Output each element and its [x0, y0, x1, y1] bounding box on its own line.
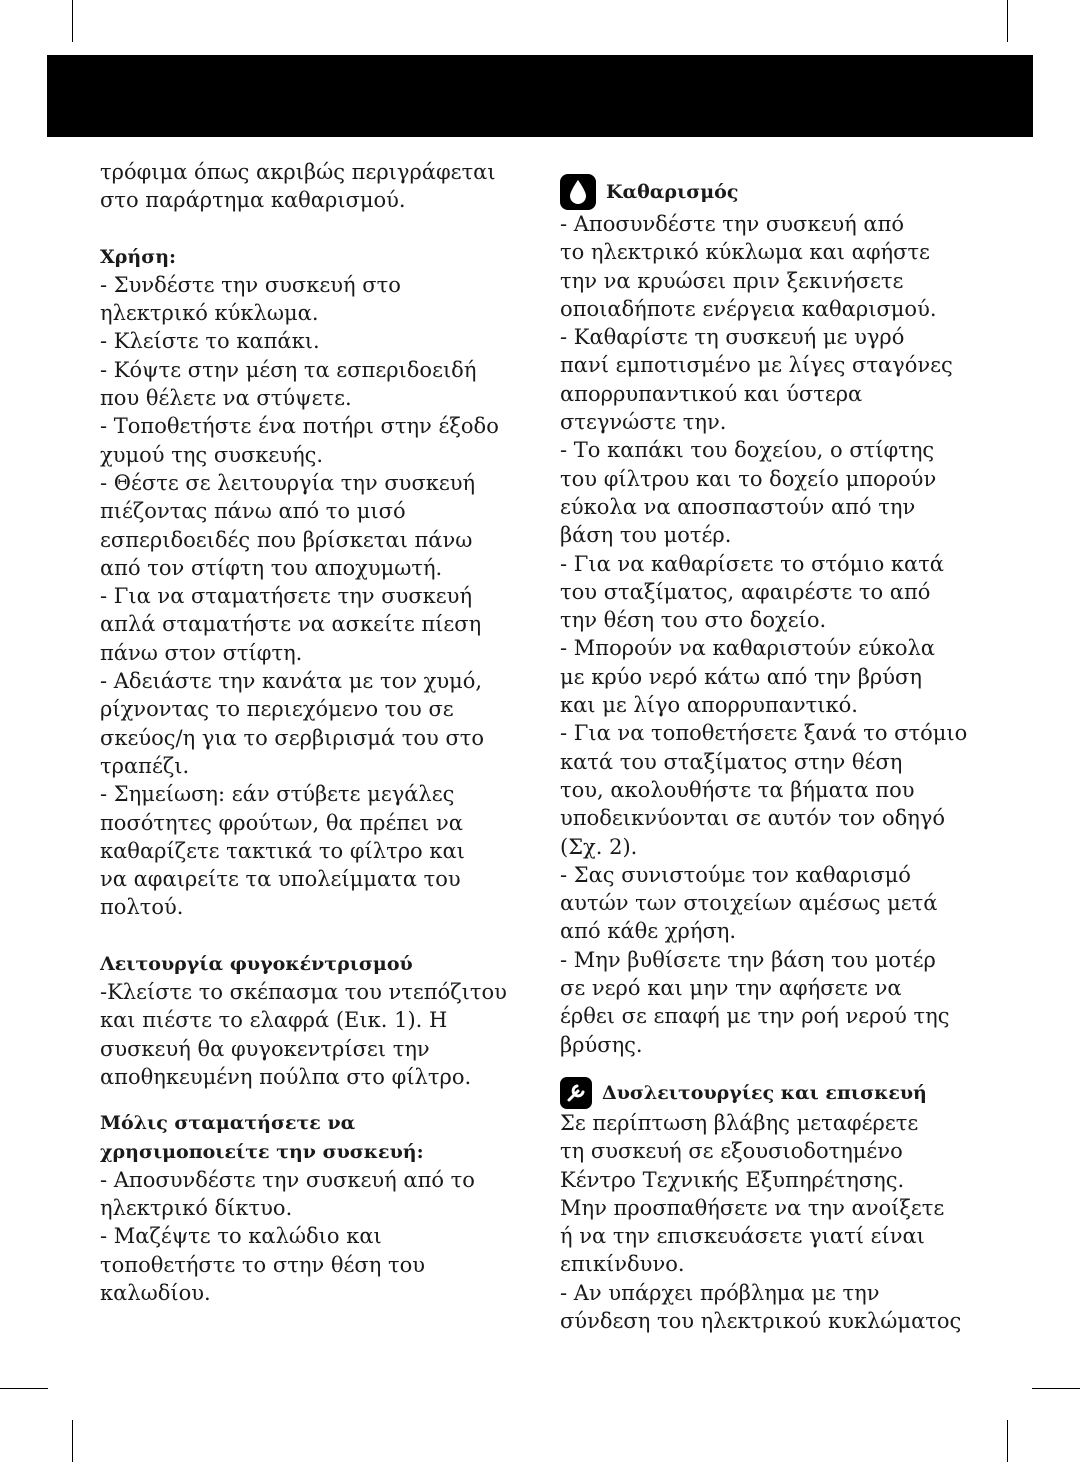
text-line: αποθηκευμένη πούλπα στο φίλτρο.: [100, 1064, 472, 1089]
text-line: με κρύο νερό κάτω από την βρύση: [560, 664, 922, 689]
text-line: - Μην βυθίσετε την βάση του μοτέρ: [560, 947, 936, 972]
text-line: βάση του μοτέρ.: [560, 523, 732, 548]
text-line: - Αδειάστε την κανάτα με τον χυμό,: [100, 669, 483, 694]
text-line: τοποθετήστε το στην θέση του: [100, 1252, 425, 1277]
after-use-heading: χρησιμοποιείτε την συσκευή:: [100, 1140, 424, 1163]
text-line: έρθει σε επαφή με την ροή νερού της: [560, 1004, 950, 1029]
crop-mark: [1007, 1420, 1008, 1462]
text-line: και με λίγο απορρυπαντικό.: [560, 693, 858, 718]
text-line: τη συσκευή σε εξουσιοδοτημένο: [560, 1139, 903, 1164]
crop-mark: [72, 0, 73, 42]
text-line: Κέντρο Τεχνικής Εξυπηρέτησης.: [560, 1167, 905, 1192]
repair-list: [560, 1109, 985, 1335]
intro-line: τρόφιμα όπως ακριβώς περιγράφεται: [100, 160, 496, 184]
text-line: - Κλείστε το καπάκι.: [100, 329, 320, 354]
intro-line: στο παράρτημα καθαρισμού.: [100, 188, 406, 213]
text-line: -Κλείστε το σκέπασμα του ντεπόζιτου: [100, 980, 507, 1005]
text-line: - Αποσυνδέστε την συσκευή από το: [100, 1167, 475, 1192]
text-line: ρίχνοντας το περιεχόμενο του σε: [100, 697, 454, 722]
crop-mark: [0, 1388, 48, 1389]
text-line: υποδεικνύονται σε αυτόν τον οδηγό: [560, 806, 946, 831]
text-line: του φίλτρου και το δοχείο μπορούν: [560, 466, 937, 491]
crop-mark: [1007, 0, 1008, 42]
text-line: από κάθε χρήση.: [560, 919, 737, 944]
text-line: ή να την επισκευάσετε γιατί είναι: [560, 1224, 925, 1249]
text-line: ηλεκτρικό κύκλωμα.: [100, 301, 319, 326]
text-line: του σταξίματος, αφαιρέστε το από: [560, 579, 931, 604]
text-line: επικίνδυνο.: [560, 1252, 685, 1277]
centrifuge-heading: Λειτουργία φυγοκέντρισμού: [100, 952, 413, 975]
repair-header: [560, 1077, 985, 1109]
text-line: χυμού της συσκευής.: [100, 442, 324, 467]
text-line: και πιέστε το ελαφρά (Εικ. 1). Η: [100, 1008, 448, 1033]
water-drop-icon: [560, 174, 596, 210]
text-line: πανί εμποτισμένο με λίγες σταγόνες: [560, 353, 953, 378]
text-line: από τον στίφτη του αποχυμωτή.: [100, 555, 443, 580]
right-column: [560, 174, 985, 1335]
text-line: καθαρίζετε τακτικά το φίλτρο και: [100, 838, 465, 863]
text-line: ποσότητες φρούτων, θα πρέπει να: [100, 810, 463, 835]
wrench-icon: [560, 1077, 592, 1109]
cleaning-list: [560, 210, 985, 1059]
text-line: Μην προσπαθήσετε να την ανοίξετε: [560, 1195, 945, 1220]
text-line: - Για να καθαρίσετε το στόμιο κατά: [560, 551, 944, 576]
text-line: ηλεκτρικό δίκτυο.: [100, 1196, 293, 1221]
usage-list: [100, 271, 525, 922]
text-line: πιέζοντας πάνω από το μισό: [100, 499, 406, 524]
text-line: - Καθαρίστε τη συσκευή με υγρό: [560, 325, 905, 350]
header-bar: [47, 55, 1033, 137]
text-line: - Για να τοποθετήσετε ξανά το στόμιο: [560, 721, 968, 746]
text-line: σε νερό και μην την αφήσετε να: [560, 976, 902, 1001]
text-line: - Σας συνιστούμε τον καθαρισμό: [560, 862, 911, 887]
text-line: βρύσης.: [560, 1032, 643, 1057]
centrifuge-list: [100, 978, 525, 1091]
text-line: - Θέστε σε λειτουργία την συσκευή: [100, 470, 476, 495]
text-line: - Συνδέστε την συσκευή στο: [100, 272, 401, 297]
text-line: συσκευή θα φυγοκεντρίσει την: [100, 1036, 430, 1061]
text-line: καλωδίου.: [100, 1280, 211, 1305]
usage-heading: Χρήση:: [100, 245, 177, 268]
after-use-heading: Μόλις σταματήσετε να: [100, 1112, 356, 1135]
text-line: που θέλετε να στύψετε.: [100, 386, 352, 411]
repair-heading: Δυσλειτουργίες και επισκευή: [602, 1081, 927, 1104]
text-line: - Κόψτε στην μέση τα εσπεριδοειδή: [100, 357, 477, 382]
crop-mark: [1032, 1388, 1080, 1389]
text-line: - Το καπάκι του δοχείου, ο στίφτης: [560, 438, 935, 463]
text-line: εύκολα να αποσπαστούν από την: [560, 494, 916, 519]
text-line: την να κρυώσει πριν ξεκινήσετε: [560, 268, 904, 293]
after-use-list: [100, 1166, 525, 1307]
text-line: το ηλεκτρικό κύκλωμα και αφήστε: [560, 240, 930, 265]
text-line: απορρυπαντικού και ύστερα: [560, 381, 863, 406]
text-line: σκεύος/η για το σερβιρισμά του στο: [100, 725, 485, 750]
text-line: - Αν υπάρχει πρόβλημα με την: [560, 1280, 880, 1305]
crop-mark: [72, 1420, 73, 1462]
text-line: - Για να σταματήσετε την συσκευή: [100, 584, 473, 609]
text-line: πολτού.: [100, 895, 184, 920]
text-line: Σε περίπτωση βλάβης μεταφέρετε: [560, 1110, 919, 1135]
text-line: - Μπορούν να καθαριστούν εύκολα: [560, 636, 935, 661]
text-line: οποιαδήποτε ενέργεια καθαρισμού.: [560, 296, 937, 321]
text-line: στεγνώστε την.: [560, 410, 727, 435]
text-line: να αφαιρείτε τα υπολείμματα του: [100, 867, 461, 892]
text-line: κατά του σταξίματος στην θέση: [560, 749, 903, 774]
text-line: απλά σταματήστε να ασκείτε πίεση: [100, 612, 482, 637]
left-column: [100, 158, 525, 1307]
text-line: την θέση του στο δοχείο.: [560, 608, 827, 633]
text-line: - Σημείωση: εάν στύβετε μεγάλες: [100, 782, 455, 807]
text-line: - Μαζέψτε το καλώδιο και: [100, 1224, 382, 1249]
text-line: (Σχ. 2).: [560, 834, 638, 859]
text-line: σύνδεση του ηλεκτρικού κυκλώματος: [560, 1308, 962, 1333]
text-line: πάνω στον στίφτη.: [100, 640, 303, 665]
text-line: - Αποσυνδέστε την συσκευή από: [560, 212, 905, 236]
text-line: - Τοποθετήστε ένα ποτήρι στην έξοδο: [100, 414, 499, 439]
text-line: τραπέζι.: [100, 753, 190, 778]
text-line: εσπεριδοειδές που βρίσκεται πάνω: [100, 527, 473, 552]
cleaning-heading: Καθαρισμός: [606, 180, 739, 203]
cleaning-header: [560, 174, 985, 210]
text-line: του, ακολουθήστε τα βήματα που: [560, 777, 915, 802]
text-line: αυτών των στοιχείων αμέσως μετά: [560, 891, 938, 916]
